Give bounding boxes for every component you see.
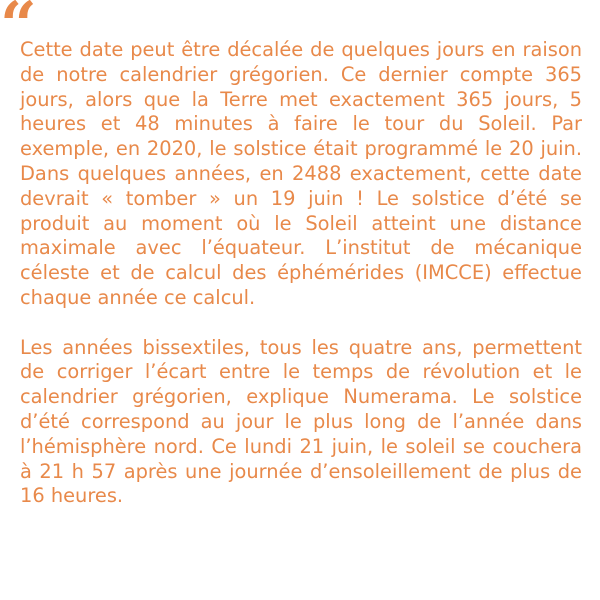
quote-body bbox=[20, 38, 582, 509]
quote-paragraph-1: Cette date peut être décalée de quelques jours en raison de notre calendrier grégorien. Ce dernier compte 365 jours, alors que la Terre met exactement 365 jours, 5 heures et 48 minutes à faire le tour du Soleil. Par exemple, en 2020, le solstice était programmé le 20 juin. Dans quelques années, en 2488 exactement, cette date devrait « tomber » un 19 juin ! Le solstice d’été se produit au moment où le Soleil atteint une distance maximale avec l’équateur. L’institut de mécanique céleste et de calcul des éphémérides (IMCCE) effectue chaque année ce calcul. bbox=[20, 38, 582, 309]
quote-mark-icon: “ bbox=[0, 0, 37, 63]
quote-paragraph-2: Les années bissextiles, tous les quatre ans, permettent de corriger l’écart entre le temps de révolution et le calendrier grégorien, explique Numerama. Le solstice d’été correspond au jour le plus long de l’année dans l’hémisphère nord. Ce lundi 21 juin, le soleil se couchera à 21 h 57 après une journée d’ensoleillement de plus de 16 heures. bbox=[20, 335, 582, 508]
